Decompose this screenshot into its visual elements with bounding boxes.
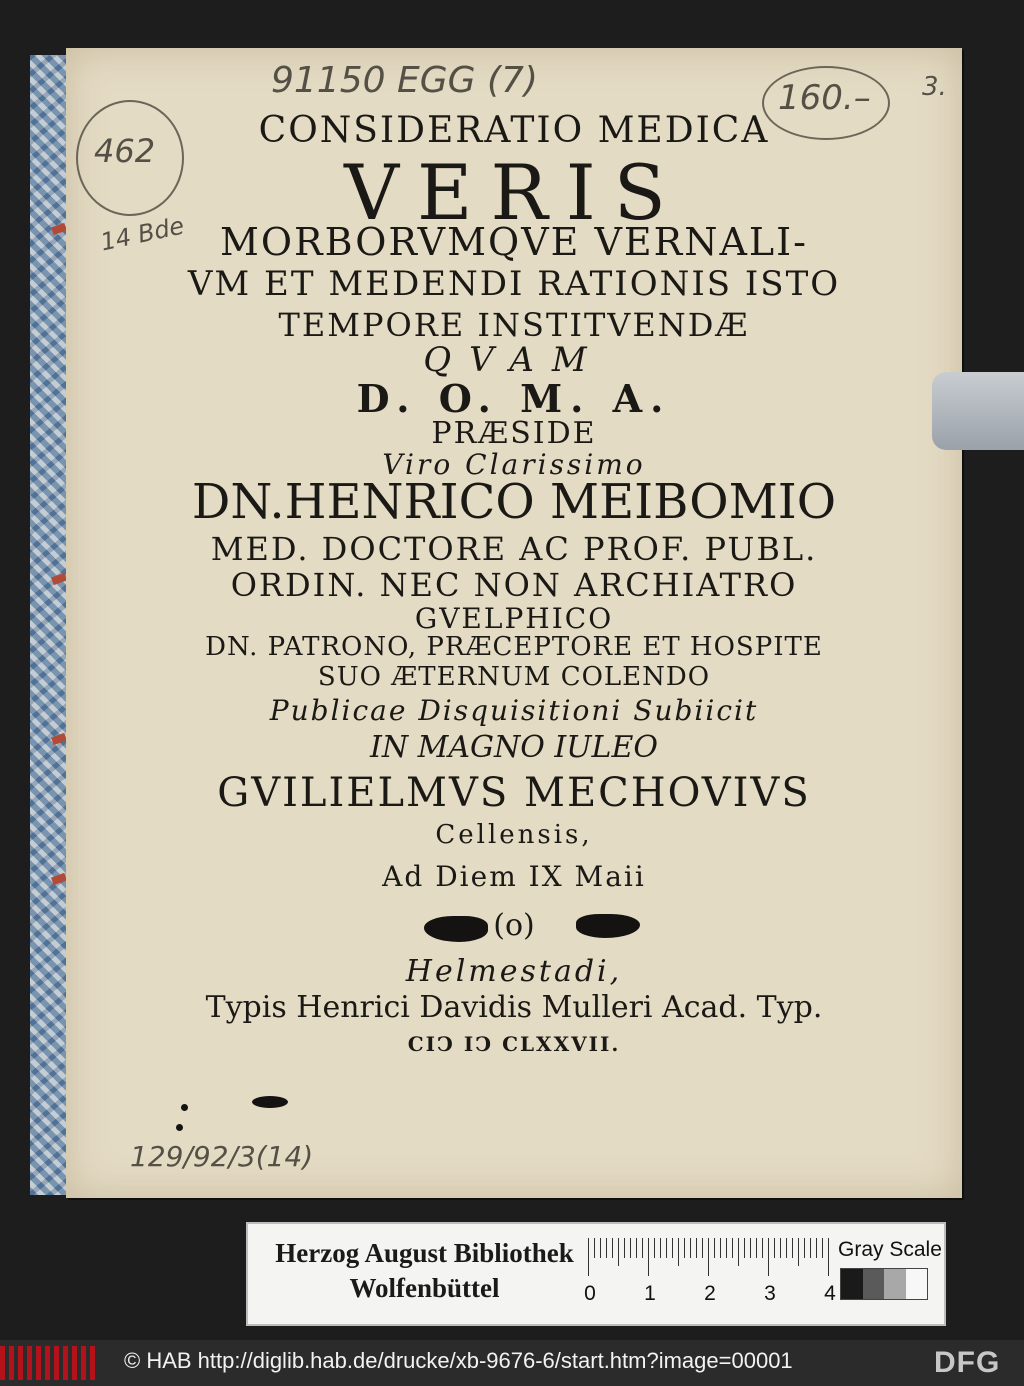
gray-swatch [906,1269,928,1299]
title-line-quam: QVAM [423,340,605,380]
title-line-veris: VERIS [344,148,684,237]
handwritten-margin-note: 14 Bde [98,211,187,257]
ruler-tick [672,1238,673,1258]
footer-bar [0,1340,1024,1386]
ruler-tick [732,1238,733,1258]
imprint-year: CIↃ IↃ CLXXVII. [407,1032,621,1056]
ruler-tick [636,1238,637,1258]
gray-scale-label: Gray Scale [838,1238,942,1261]
title-line-13: GVELPHICO [414,602,614,635]
ruler-tick [612,1238,613,1258]
title-line-3: MORBORVMQVE VERNALI- [219,220,809,264]
dfg-logo: DFG [934,1346,1001,1379]
ruler-tick [714,1238,715,1258]
title-line-1: CONSIDERATIO MEDICA [258,110,770,151]
printer-ornament: (o) [493,908,535,943]
ruler-tick [678,1238,679,1266]
ruler-tick [660,1238,661,1258]
ruler-tick [738,1238,739,1266]
scale-ruler [584,1238,836,1305]
ruler-number: 4 [824,1282,836,1305]
ruler-tick [630,1238,631,1258]
ruler-tick [720,1238,721,1258]
ruler-tick [786,1238,787,1258]
ruler-tick [798,1238,799,1266]
ruler-tick [690,1238,691,1258]
title-line-praeside: PRÆSIDE [431,416,597,451]
credit-link[interactable]: © HAB http://diglib.hab.de/drucke/xb-9676-6/start.htm?image=00001 [124,1348,793,1373]
ruler-number: 2 [704,1282,716,1305]
ruler-tick [828,1238,829,1276]
ruler-tick [624,1238,625,1258]
ruler-tick [810,1238,811,1258]
ruler-tick [804,1238,805,1258]
ruler-tick [708,1238,709,1276]
gray-swatch [863,1269,885,1299]
ruler-number: 1 [644,1282,656,1305]
title-line-viro: Viro Clarissimo [382,448,646,481]
ruler-tick [756,1238,757,1258]
color-target [246,1222,946,1326]
imprint-printer: Typis Henrici Davidis Mulleri Acad. Typ. [205,990,823,1025]
title-line-date: Ad Diem IX Maii [382,860,646,893]
ink-dot [181,1104,188,1111]
title-page [66,48,962,1198]
title-line-19: Cellensis, [435,820,593,850]
ruler-tick [744,1238,745,1258]
ruler-tick [702,1238,703,1258]
handwritten-page-number: 3. [922,72,947,102]
red-stripes-logo [0,1346,95,1380]
gray-scale-blocks [840,1268,928,1300]
ruler-tick [822,1238,823,1258]
ink-dot [176,1124,183,1131]
ruler-tick [594,1238,595,1258]
gray-swatch [841,1269,863,1299]
ruler-tick [696,1238,697,1258]
title-line-14: DN. PATRONO, PRÆCEPTORE ET HOSPITE [205,632,823,662]
ruler-tick [768,1238,769,1276]
ruler-tick [666,1238,667,1258]
handwritten-bottom-note: 129/92/3(14) [130,1140,314,1173]
ruler-tick [642,1238,643,1258]
ruler-tick [780,1238,781,1258]
ruler-tick [648,1238,649,1276]
imprint-place: Helmestadi, [405,954,623,989]
title-line-12: ORDIN. NEC NON ARCHIATRO [230,566,798,604]
ruler-tick [606,1238,607,1258]
title-line-respondent: GVILIELMVS MECHOVIVS [217,770,811,816]
ruler-tick [654,1238,655,1258]
ruler-tick [750,1238,751,1258]
metal-tab [932,372,1024,450]
title-line-praeses-name: DN.HENRICO MEIBOMIO [191,474,837,530]
handwritten-oval-number: 462 [94,132,156,170]
handwritten-shelfmark: 91150 EGG (7) [271,60,538,101]
library-name [262,1236,587,1306]
gray-swatch [884,1269,906,1299]
ruler-tick [726,1238,727,1258]
ruler-tick [762,1238,763,1258]
title-line-doma: D. O. M. A. [356,376,672,421]
title-line-16: Publicae Disquisitioni Subiicit [269,694,759,727]
ruler-tick [600,1238,601,1258]
ruler-number: 0 [584,1282,596,1305]
ruler-tick [816,1238,817,1258]
ruler-tick [588,1238,589,1276]
title-line-5: TEMPORE INSTITVENDÆ [278,306,750,344]
ruler-number: 3 [764,1282,776,1305]
ruler-tick [792,1238,793,1258]
title-line-4: VM ET MEDENDI RATIONIS ISTO [187,264,841,304]
library-line-2: Wolfenbüttel [349,1273,500,1303]
ink-spot [252,1096,288,1108]
title-line-11: MED. DOCTORE AC PROF. PUBL. [210,530,818,568]
title-line-15: SUO ÆTERNUM COLENDO [317,662,711,692]
ruler-tick [684,1238,685,1258]
ruler-tick [618,1238,619,1266]
title-line-17: IN MAGNO IULEO [370,730,658,765]
library-line-1: Herzog August Bibliothek [275,1238,574,1268]
ruler-tick [774,1238,775,1258]
handwritten-price: 160.– [778,78,871,118]
